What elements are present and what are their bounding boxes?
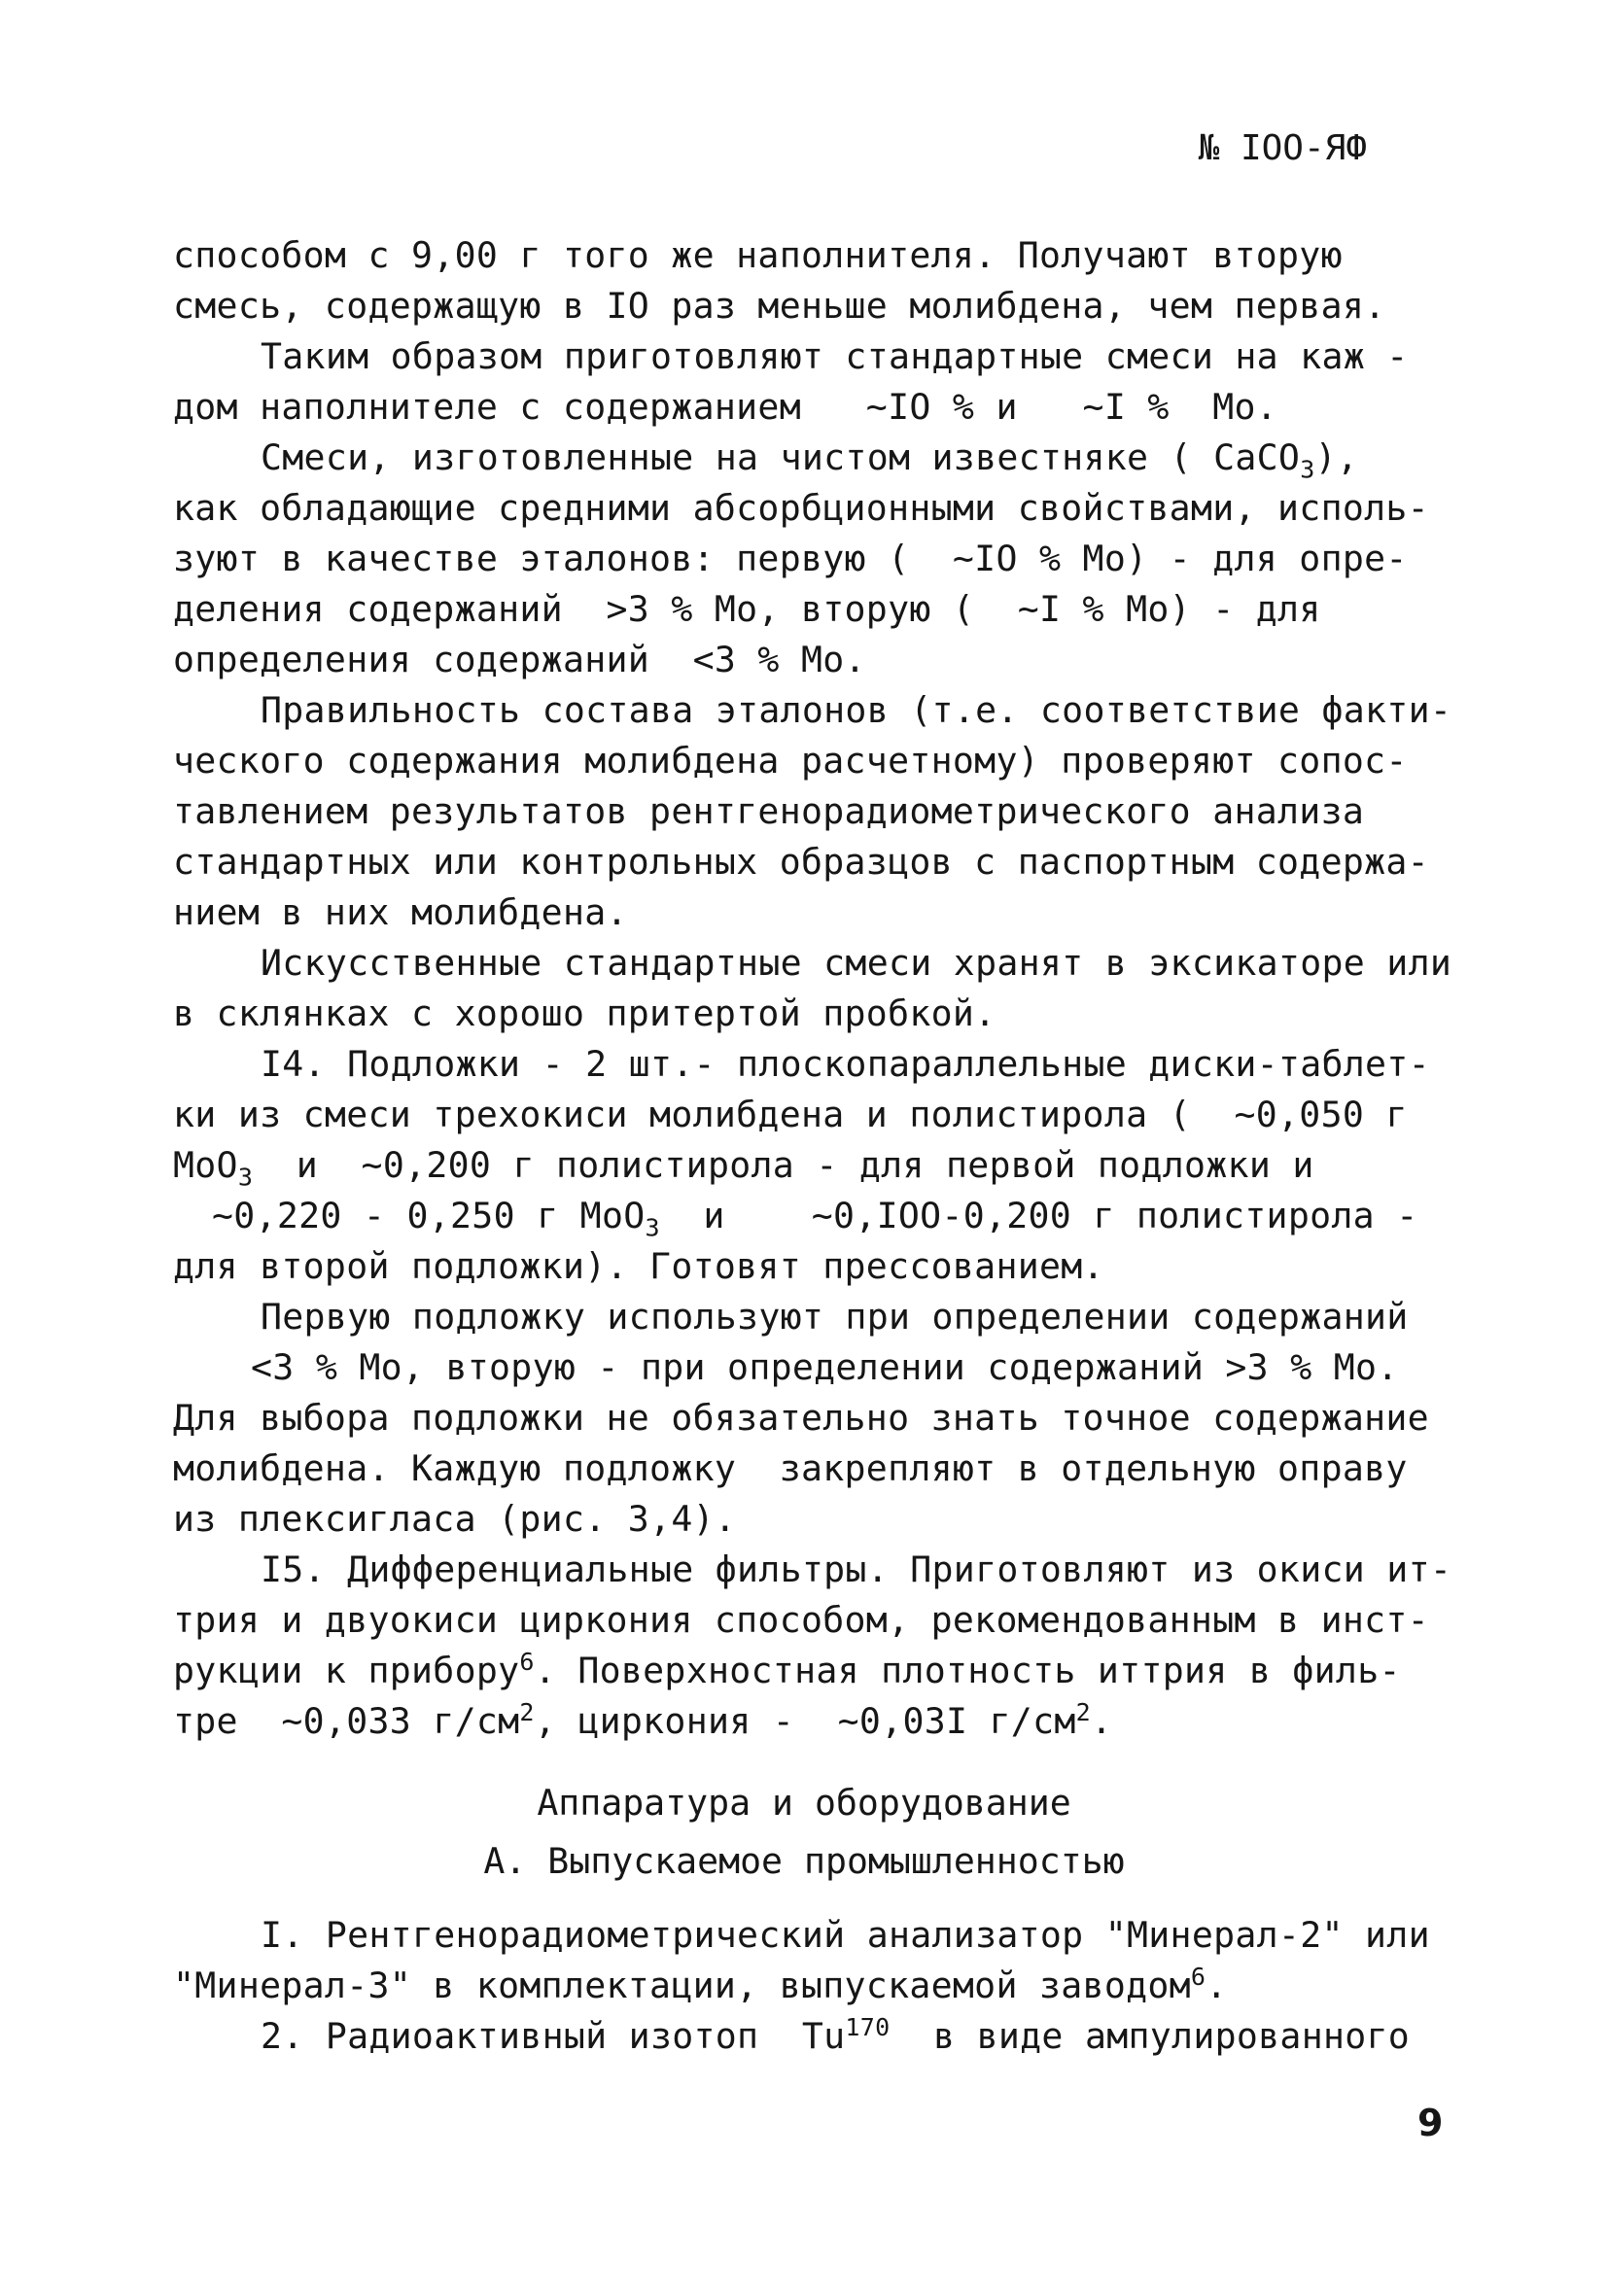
document-number: № IOO-ЯФ: [1198, 128, 1367, 168]
subsection-heading: А. Выпускаемое промышленностью: [483, 1840, 1125, 1882]
text-line: смесь, содержащую в IO раз меньше молибдена, чем первая.: [173, 285, 1386, 327]
text-line: Искусственные стандартные смеси хранят в эксикаторе или: [261, 942, 1452, 984]
text-line: трия и двуокиси циркония способом, рекомендованным в инст-: [173, 1599, 1429, 1641]
section-heading: Аппаратура и оборудование: [537, 1782, 1071, 1824]
text-line: ческого содержания молибдена расчетному) проверяют сопос-: [173, 740, 1408, 782]
text-line: I4. Подложки - 2 шт.- плоскопараллельные диски-таблет-: [261, 1043, 1430, 1085]
text-line: зуют в качестве эталонов: первую ( ~IO % Mo) - для опре-: [173, 538, 1408, 579]
text-line: 2. Радиоактивный изотоп Tu$^{170}$ в виде ампулированного: [261, 2012, 1411, 2057]
page-number: 9: [1417, 2102, 1444, 2144]
text-line: определения содержаний <3 % Mo.: [173, 639, 866, 680]
text-line: MoO$_3$ и ~0,200 г полистирола - для первой подложки и: [173, 1144, 1314, 1192]
text-line: ~0,220 - 0,250 г MoO$_3$ и ~0,IOO-0,200 г полистирола -: [212, 1195, 1418, 1242]
text-line: деления содержаний >3 % Mo, вторую ( ~I % Mo) - для: [173, 588, 1321, 630]
text-line: ки из смеси трехокиси молибдена и полистирола ( ~0,050 г: [173, 1094, 1408, 1135]
text-line: стандартных или контрольных образцов с паспортным содержа-: [173, 841, 1429, 883]
text-line: <3 % Mo, вторую - при определении содержаний >3 % Mo.: [251, 1346, 1399, 1388]
text-line: Первую подложку используют при определении содержаний: [261, 1296, 1409, 1338]
text-line: Правильность состава эталонов (т.е. соответствие факти-: [261, 689, 1452, 731]
text-line: нием в них молибдена.: [173, 891, 628, 933]
text-line: для второй подложки). Готовят прессованием.: [173, 1245, 1104, 1287]
text-line: "Минерал-3" в комплектации, выпускаемой заводом$^6$.: [173, 1962, 1228, 2006]
text-line: тре ~0,033 $г/см^2$, циркония - ~0,03I $г/см^2$.: [173, 1697, 1113, 1742]
text-line: тавлением результатов рентгенорадиометрического анализа: [173, 790, 1365, 832]
text-line: в склянках с хорошо притертой пробкой.: [173, 992, 996, 1034]
text-line: I. Рентгенорадиометрический анализатор "Минерал-2" или: [261, 1914, 1430, 1956]
text-line: способом с 9,00 г того же наполнителя. Получают вторую: [173, 234, 1343, 276]
text-line: Для выбора подложки не обязательно знать точное содержание: [173, 1397, 1429, 1439]
text-line: как обладающие средними абсорбционными свойствами, исполь-: [173, 487, 1429, 529]
text-line: из плексигласа (рис. 3,4).: [173, 1498, 737, 1540]
text-line: дом наполнителе с содержанием ~IO % и ~I % Mo.: [173, 386, 1278, 428]
text-line: молибдена. Каждую подложку закрепляют в отдельную оправу: [173, 1447, 1408, 1489]
text-line: рукции к прибору$^6$. Поверхностная плотность иттрия в филь-: [173, 1647, 1401, 1691]
text-line: I5. Дифференциальные фильтры. Приготовляют из окиси ит-: [261, 1548, 1452, 1590]
text-line: Смеси, изготовленные на чистом известняке ( CaCO$_3$),: [261, 436, 1359, 484]
text-line: Таким образом приготовляют стандартные смеси на каж -: [261, 335, 1409, 377]
